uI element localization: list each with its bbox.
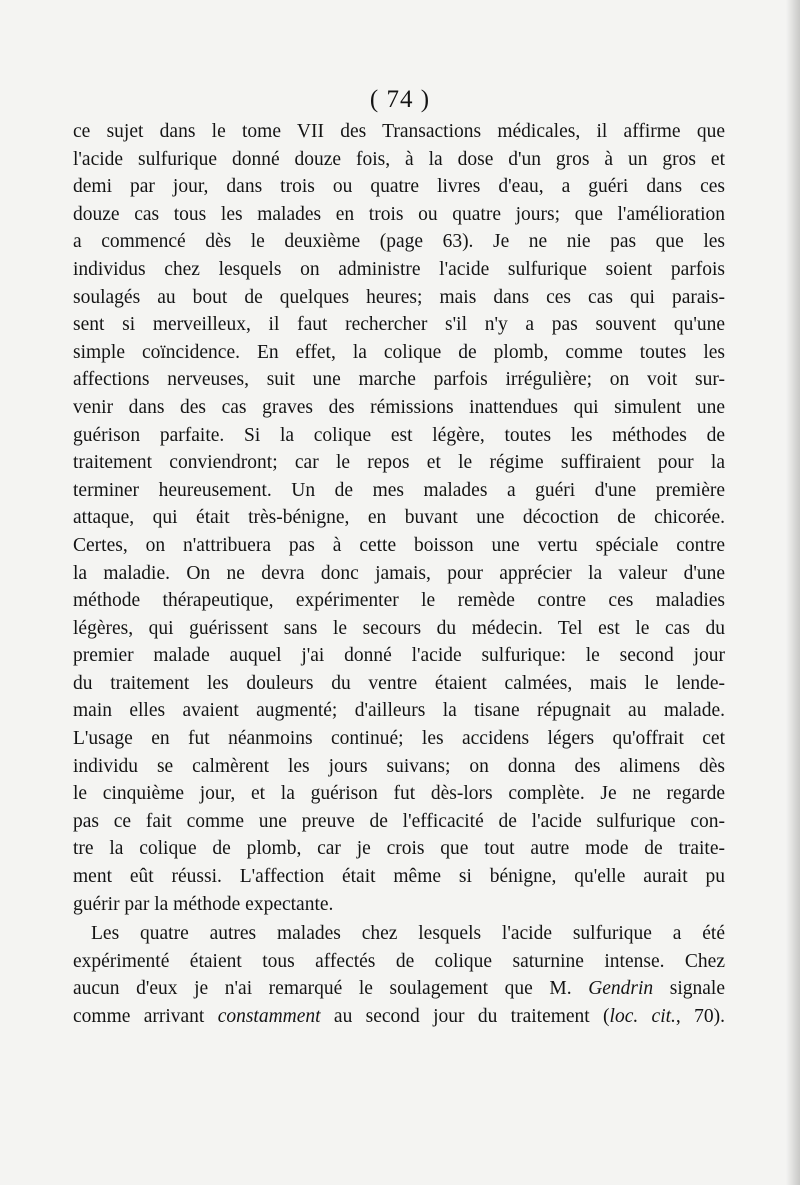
text-line: attaque, qui était très-bénigne, en buvant une décoction de chicorée. [73,507,725,529]
text-line: douze cas tous les malades en trois ou quatre jours; que l'amélioration [73,203,725,225]
text-line: la maladie. On ne devra donc jamais, pour apprécier la valeur d'une [73,562,725,584]
text-line: a commencé dès le deuxième (page 63). Je ne nie pas que les [73,231,725,253]
text-line: ce sujet dans le tome VII des Transactions médicales, il affirme que [73,121,725,142]
text-line: le cinquième jour, et la guérison fut dès-lors complète. Je ne regarde [73,783,725,805]
text-line: simple coïncidence. En effet, la colique de plomb, comme toutes les [73,341,725,363]
text-line: l'acide sulfurique donné douze fois, à la dose d'un gros à un gros et [73,148,725,170]
text-line: légères, qui guérissent sans le secours du médecin. Tel est le cas du [73,617,725,639]
text-line: expérimenté étaient tous affectés de colique saturnine intense. Chez [73,950,725,972]
text-run: comme arrivant [73,1006,218,1027]
author-name: Gendrin [588,978,654,1000]
text-run: au second jour du traitement ( [320,1006,610,1027]
text-run: aucun d'eux je n'ai remarqué le soulagement que M. [73,978,589,1000]
text-line: Certes, on n'attribuera pas à cette boisson une vertu spéciale contre [73,534,725,556]
emphasis: constamment [217,1006,321,1027]
text-line: guérir par la méthode expectante. [73,893,334,915]
text-line: pas ce fait comme une preuve de l'efficacité de l'acide sulfurique con- [73,810,725,832]
text-line: premier malade auquel j'ai donné l'acide sulfurique: le second jour [73,645,725,667]
text-line: main elles avaient augmenté; d'ailleurs la tisane répugnait au malade. [73,700,725,722]
page-edge-shadow [786,0,800,1185]
page-number: ( 74 ) [369,86,431,113]
text-line: soulagés au bout de quelques heures; mais dans ces cas qui parais- [73,286,725,308]
text-line: L'usage en fut néanmoins continué; les accidens légers qu'offrait cet [73,728,725,750]
text-line: affections nerveuses, suit une marche parfois irrégulière; on voit sur- [73,369,725,391]
text-line: tre la colique de plomb, car je crois que tout autre mode de traite- [73,838,725,860]
text-line: demi par jour, dans trois ou quatre livres d'eau, a guéri dans ces [73,176,725,198]
text-line: sent si merveilleux, il faut rechercher s'il n'y a pas souvent qu'une [73,314,725,336]
text-line: terminer heureusement. Un de mes malades a guéri d'une première [73,479,725,501]
text-line [73,1003,725,1031]
text-line: du traitement les douleurs du ventre étaient calmées, mais le lende- [73,672,725,694]
paragraph-1 [73,118,725,918]
text-run: , 70). [675,1006,725,1027]
text-line: méthode thérapeutique, expérimenter le remède contre ces maladies [73,590,725,612]
text-line: venir dans des cas graves des rémissions inattendues qui simulent une [73,396,725,418]
text-run: signale [653,978,725,1000]
text-line: individus chez lesquels on administre l'acide sulfurique soient parfois [73,258,725,280]
paragraph-2 [73,920,725,1030]
text-line: guérison parfaite. Si la colique est légère, toutes les méthodes de [73,424,725,446]
text-line: individu se calmèrent les jours suivans; on donna des alimens dès [73,755,725,777]
text-line: ment eût réussi. L'affection était même si bénigne, qu'elle aurait pu [73,866,725,888]
text-line: traitement conviendront; car le repos et le régime suffiraient pour la [73,452,725,474]
text-line [73,975,725,1003]
body-text [73,118,725,1031]
text-line: Les quatre autres malades chez lesquels l'acide sulfurique a été [91,923,725,945]
citation: loc. cit. [609,1006,676,1027]
